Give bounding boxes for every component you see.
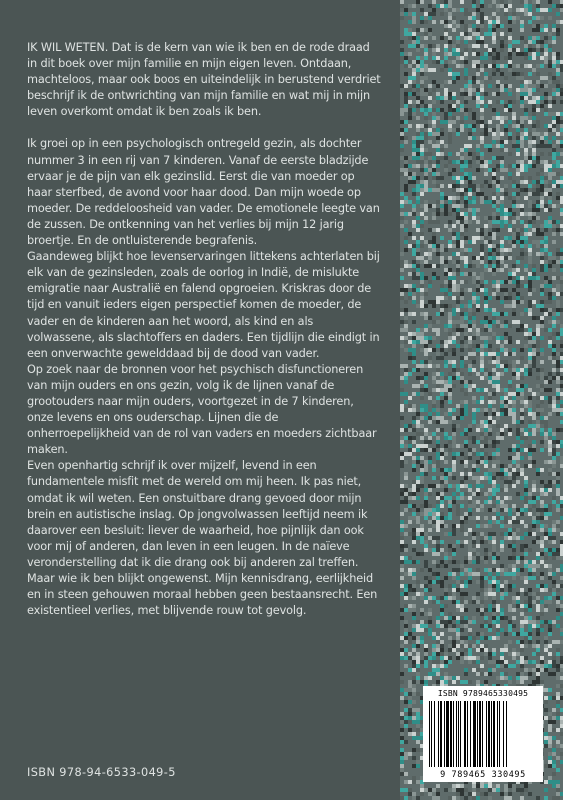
blurb-paragraph-4: Op zoek naar de bronnen voor het psychisch disfunctioneren van mijn ouders en ons gezin, volg ik de lijnen vanaf de grootouders naar mijn ouders, voortgezet in de 7 kinderen, onze levens en ons ouderschap. Lijnen die de onherroepelijkheid van de rol van vaders en moeders zichtbaar maken. [27, 362, 377, 457]
barcode-bars [429, 701, 537, 767]
blurb-paragraph-3: Gaandeweg blijkt hoe levenservaringen littekens achterlaten bij elk van de gezinsleden, zoals de oorlog in Indië, de mislukte emigratie naar Australië en falend opgroeien. Kriskras door de tijd en vanuit ieders eigen perspectief komen de moeder, de vader en de kinderen aan het woord, als kind en als volwassene, als slachtoffers en daders. Een tijdlijn die eindigt in een onverwachte gewelddaad bij de dood van vader. [27, 250, 380, 360]
blurb-paragraph-5: Even openhartig schrijf ik over mijzelf, levend in een fundamentele misfit met de wereld om mij heen. Ik pas niet, omdat ik wil weten. Een onstuitbare drang gevoed door mijn brein en autistische inslag. Op jongvolwassen leeftijd neem ik daarover een besluit: liever de waarheid, hoe pijnlijk dan ook voor mij of anderen, dan leven in een leugen. In de naïeve veronderstelling dat ik die drang ook bij anderen zal treffen. Maar wie ik ben blijkt ongewenst. Mijn kennisdrang, eerlijkheid en in steen gehouwen moraal hebben geen bestaansrecht. Een existentieel verlies, met blijvende rouw tot gevolg. [27, 459, 378, 618]
barcode-digits: 9 789465 330495 [440, 770, 526, 780]
barcode [423, 686, 543, 782]
blurb-paragraph-2: Ik groei op in een psychologisch ontregeld gezin, als dochter nummer 3 in een rij van 7 kinderen. Vanaf de eerste bladzijde ervaar je de pijn van elk gezinslid. Eerst die van moeder op haar sterfbed, de avond voor haar dood. Dan mijn woede op moeder. De reddeloosheid van vader. De emotionele leegte van de zussen. De ontkenning van het verlies bij mijn 12 jarig broertje. En de ontluisterende begrafenis. [27, 137, 380, 248]
noise-pattern [400, 0, 563, 800]
barcode-isbn-label: ISBN 9789465330495 [437, 689, 529, 698]
isbn-line: ISBN 978-94-6533-049-5 [27, 766, 176, 779]
blurb-paragraph-1: IK WIL WETEN. Dat is de kern van wie ik ben en de rode draad in dit boek over mijn familie en mijn eigen leven. Ontdaan, machteloos, maar ook boos en uiteindelijk in berustend verdriet beschrijf ik de ontwrichting van mijn familie en wat mij in mijn leven overkomt omdat ik ben zoals ik ben. [27, 41, 381, 119]
blurb-text [27, 40, 383, 619]
spine-texture [400, 0, 563, 800]
